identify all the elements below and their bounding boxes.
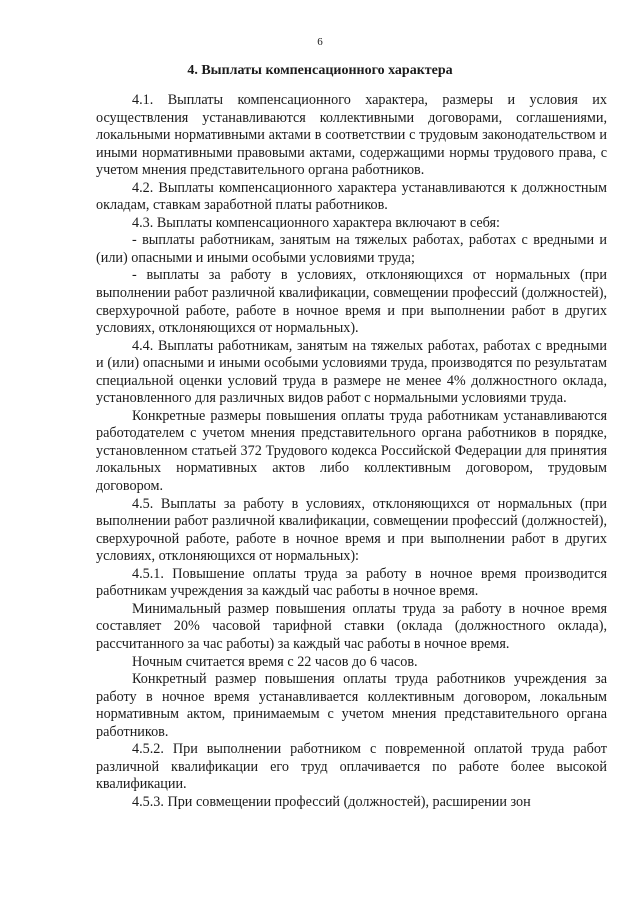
list-item-abnormal-conditions: - выплаты за работу в условиях, отклоняющихся от нормальных (при выполнении работ различной квалификации, совмещении профессий (должностей), сверхурочной работе, работе в ночное время и при выполнении работ в других условиях, отклоняющихся от нормальных). xyxy=(96,267,607,337)
paragraph-specific-amounts: Конкретные размеры повышения оплаты труда работникам устанавливаются работодателем с учетом мнения представительного органа работников в порядке, установленном статьей 372 Трудового кодекса Российской Федерации для принятия локальных нормативных актов либо коллективным договором, трудовым договором. xyxy=(96,407,607,495)
paragraph-4-1: 4.1. Выплаты компенсационного характера, размеры и условия их осуществления устанавливаются коллективными договорами, соглашениями, локальными нормативными актами в соответствии с трудовым законодательством и иными нормативными правовыми актами, содержащими нормы трудового права, с учетом мнения представительного органа работников. xyxy=(96,92,607,179)
paragraph-night-hours: Ночным считается время с 22 часов до 6 часов. xyxy=(132,653,418,670)
list-item-harmful-conditions: - выплаты работникам, занятым на тяжелых работах, работах с вредными и (или) опасными и иными особыми условиями труда; xyxy=(96,232,607,266)
paragraph-4-5-1: 4.5.1. Повышение оплаты труда за работу в ночное время производится работникам учреждения за каждый час работы в ночное время. xyxy=(96,565,607,600)
paragraph-4-5-2: 4.5.2. При выполнении работником с повременной оплатой труда работ различной квалификации его труд оплачивается по работе более высокой квалификации. xyxy=(96,741,607,793)
paragraph-night-specific: Конкретный размер повышения оплаты труда работников учреждения за работу в ночное время устанавливается коллективным договором, локальным нормативным актом, принимаемым с учетом мнения представительного органа работников. xyxy=(96,671,607,740)
paragraph-night-minimum: Минимальный размер повышения оплаты труда за работу в ночное время составляет 20% часовой тарифной ставки (оклада (должностного оклада), рассчитанного за час работы) за каждый час работы в ночное время. xyxy=(96,600,607,652)
body-text xyxy=(96,92,607,811)
paragraph-4-2: 4.2. Выплаты компенсационного характера устанавливаются к должностным окладам, ставкам заработной платы работников. xyxy=(96,179,607,214)
paragraph-4-5: 4.5. Выплаты за работу в условиях, отклоняющихся от нормальных (при выполнении работ различной квалификации, совмещении профессий (должностей), сверхурочной работе, работе в ночное время и при выполнении работ в других условиях, отклоняющихся от нормальных): xyxy=(96,495,607,565)
paragraph-4-4: 4.4. Выплаты работникам, занятым на тяжелых работах, работах с вредными и (или) опасными и иными особыми условиями труда, производятся по результатам специальной оценки условий труда в размере не менее 4% должностного оклада, установленного для различных видов работ с нормальными условиями труда. xyxy=(96,337,607,407)
section-title: 4. Выплаты компенсационного характера xyxy=(187,63,453,78)
paragraph-4-5-3: 4.5.3. При совмещении профессий (должностей), расширении зон xyxy=(132,793,531,810)
paragraph-4-3: 4.3. Выплаты компенсационного характера включают в себя: xyxy=(132,214,500,231)
page-number: 6 xyxy=(317,36,323,48)
